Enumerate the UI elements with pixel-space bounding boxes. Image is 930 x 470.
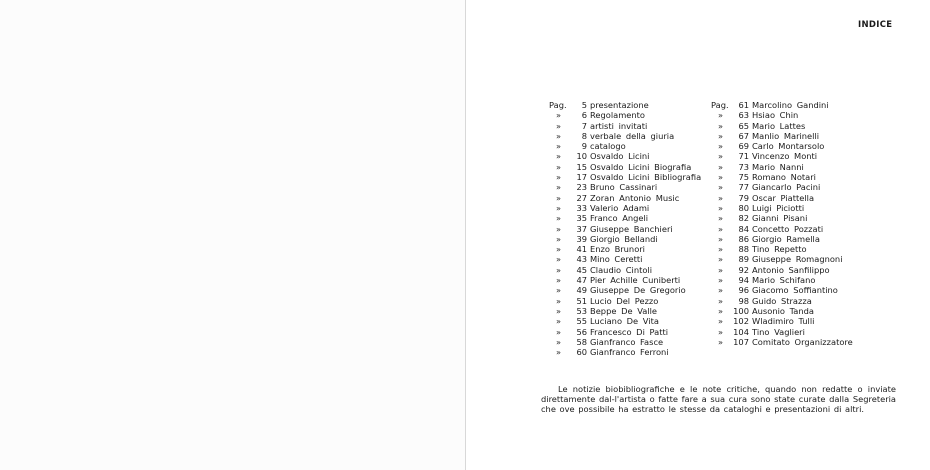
toc-entry-page: 43 [576, 254, 587, 265]
toc-entry-title: Oscar Piattella [752, 192, 815, 203]
toc-left-column [549, 100, 701, 357]
toc-entry-page: 69 [738, 141, 749, 152]
toc-entry-page: 104 [733, 326, 749, 337]
toc-entry-lead: » [556, 161, 562, 172]
toc-entry-title: Zoran Antonio Music [590, 192, 680, 203]
toc-entry [549, 213, 701, 223]
toc-entry-title: Wladimiro Tulli [752, 316, 815, 327]
toc-entry-page: 63 [738, 110, 749, 121]
toc-entry-page: 67 [738, 130, 749, 141]
toc-entry-lead: » [718, 336, 724, 347]
toc-entry [711, 275, 853, 285]
toc-entry-page: 10 [576, 151, 587, 162]
toc-entry-lead: » [556, 244, 562, 255]
toc-entry-title: Osvaldo Licini Bibliografia [590, 172, 702, 183]
toc-entry-title: Antonio Sanfilippo [752, 264, 830, 275]
toc-entry [711, 100, 853, 110]
toc-entry-page: 45 [576, 264, 587, 275]
toc-entry-lead: » [718, 182, 724, 193]
toc-entry-page: 37 [576, 223, 587, 234]
toc-entry-page: 79 [738, 192, 749, 203]
toc-entry-title: catalogo [590, 141, 626, 152]
toc-entry-page: 41 [576, 244, 587, 255]
toc-entry-title: Hsiao Chin [752, 110, 799, 121]
toc-entry [711, 327, 853, 337]
toc-entry-page: 23 [576, 182, 587, 193]
toc-entry-title: Mario Nanni [752, 161, 804, 172]
toc-entry [549, 306, 701, 316]
toc-entry [549, 182, 701, 192]
toc-entry-lead: » [556, 202, 562, 213]
toc-entry-lead: » [718, 223, 724, 234]
toc-entry-title: Guido Strazza [752, 295, 812, 306]
toc-entry [711, 110, 853, 120]
toc-entry [549, 110, 701, 120]
toc-entry-lead: » [556, 182, 562, 193]
toc-entry [549, 131, 701, 141]
toc-entry [711, 151, 853, 161]
toc-entry-lead: » [556, 213, 562, 224]
toc-entry [549, 244, 701, 254]
toc-entry-title: presentazione [590, 100, 649, 110]
toc-entry-lead: Pag. [549, 100, 567, 110]
toc-entry-title: Carlo Montarsolo [752, 141, 825, 152]
toc-entry-lead: » [718, 244, 724, 255]
toc-entry-title: Mario Schifano [752, 275, 816, 286]
toc-entry-page: 7 [581, 120, 587, 131]
toc-entry [549, 296, 701, 306]
toc-entry-title: Beppe De Valle [590, 305, 658, 316]
toc-entry-lead: » [556, 172, 562, 183]
toc-entry-lead: » [718, 120, 724, 131]
toc-entry-title: Bruno Cassinari [590, 182, 658, 193]
toc-entry-lead: » [718, 316, 724, 327]
toc-entry-title: Gianfranco Fasce [590, 336, 664, 347]
toc-entry-page: 55 [576, 316, 587, 327]
toc-entry-title: Concetto Pozzati [752, 223, 824, 234]
toc-entry-page: 92 [738, 264, 749, 275]
editorial-note: Le notizie biobibliografiche e le note critiche, quando non redatte o inviate direttamente dal-l'artista o fatte fare a sua cura sono state curate dalla Segreteria che ove possibile ha estratto le stesse da cataloghi e presentazioni di altri. [541, 384, 896, 415]
toc-entry-page: 98 [738, 295, 749, 306]
toc-entry-title: Mino Ceretti [590, 254, 643, 265]
toc-entry-lead: » [718, 326, 724, 337]
toc-entry [549, 275, 701, 285]
toc-entry-lead: » [718, 192, 724, 203]
toc-entry-lead: » [718, 130, 724, 141]
toc-entry [549, 121, 701, 131]
toc-entry-page: 102 [733, 316, 749, 327]
toc-entry-lead: » [556, 305, 562, 316]
toc-entry-lead: » [718, 264, 724, 275]
toc-entry-page: 84 [738, 223, 749, 234]
toc-entry-title: verbale della giuria [590, 130, 675, 141]
toc-entry [549, 151, 701, 161]
toc-entry-page: 60 [576, 347, 587, 358]
toc-entry-lead: » [556, 120, 562, 131]
toc-entry-title: Regolamento [590, 110, 646, 121]
toc-entry [549, 285, 701, 295]
toc-entry-page: 80 [738, 202, 749, 213]
toc-entry-page: 88 [738, 244, 749, 255]
page-heading: INDICE [858, 20, 893, 30]
toc-entry [549, 234, 701, 244]
toc-entry-lead: » [718, 213, 724, 224]
toc-entry-page: 39 [576, 233, 587, 244]
toc-entry [711, 203, 853, 213]
toc-entry-lead: » [718, 172, 724, 183]
toc-entry-title: Gianfranco Ferroni [590, 347, 669, 358]
toc-entry-title: Mario Lattes [752, 120, 806, 131]
toc-entry-page: 9 [581, 141, 587, 152]
toc-entry-title: Giorgio Ramella [752, 233, 820, 244]
toc-entry [711, 244, 853, 254]
toc-entry-title: Osvaldo Licini Biografia [590, 161, 692, 172]
toc-entry [711, 254, 853, 264]
toc-entry-lead: » [556, 264, 562, 275]
toc-entry [711, 182, 853, 192]
toc-entry-page: 77 [738, 182, 749, 193]
toc-entry-lead: » [556, 233, 562, 244]
toc-entry-page: 15 [576, 161, 587, 172]
toc-entry-page: 73 [738, 161, 749, 172]
toc-entry-lead: » [718, 151, 724, 162]
toc-entry [711, 141, 853, 151]
toc-entry-lead: » [556, 254, 562, 265]
toc-entry-lead: » [556, 110, 562, 121]
toc-entry-title: Giuseppe De Gregorio [590, 285, 686, 296]
toc-entry [549, 172, 701, 182]
toc-entry-lead: » [556, 336, 562, 347]
toc-entry-title: Luciano De Vita [590, 316, 659, 327]
toc-entry [711, 337, 853, 347]
toc-entry [711, 162, 853, 172]
toc-entry-lead: » [718, 141, 724, 152]
toc-entry-lead: » [556, 141, 562, 152]
toc-entry-title: Claudio Cintoli [590, 264, 653, 275]
toc-entry-page: 75 [738, 172, 749, 183]
toc-entry-lead: » [556, 347, 562, 358]
toc-entry-title: Ausonio Tanda [752, 305, 814, 316]
toc-entry-page: 47 [576, 275, 587, 286]
toc-entry [549, 347, 701, 357]
toc-entry-lead: » [556, 326, 562, 337]
toc-entry-lead: » [556, 316, 562, 327]
toc-entry-title: Enzo Brunori [590, 244, 645, 255]
toc-entry-title: Comitato Organizzatore [752, 336, 853, 347]
toc-entry-lead: » [718, 254, 724, 265]
toc-entry-page: 35 [576, 213, 587, 224]
toc-entry-title: Manlio Marinelli [752, 130, 820, 141]
toc-entry [711, 234, 853, 244]
toc-entry-page: 6 [581, 110, 587, 121]
toc-entry-lead: » [718, 275, 724, 286]
toc-entry-title: Pier Achille Cuniberti [590, 275, 681, 286]
toc-entry-page: 82 [738, 213, 749, 224]
toc-entry-page: 53 [576, 305, 587, 316]
toc-entry-lead: » [556, 130, 562, 141]
toc-entry-lead: » [718, 110, 724, 121]
toc-entry [549, 224, 701, 234]
toc-entry-page: 51 [576, 295, 587, 306]
toc-entry [711, 224, 853, 234]
toc-entry-title: Luigi Piciotti [752, 202, 805, 213]
toc-entry [549, 265, 701, 275]
toc-entry [549, 100, 701, 110]
toc-entry-lead: » [718, 295, 724, 306]
toc-entry-page: 5 [581, 100, 587, 110]
toc-entry-title: Vincenzo Monti [752, 151, 818, 162]
toc-entry [711, 296, 853, 306]
toc-entry-title: artisti invitati [590, 120, 648, 131]
toc-entry-title: Valerio Adami [590, 202, 650, 213]
toc-entry-page: 61 [738, 100, 749, 110]
toc-entry-lead: » [556, 275, 562, 286]
toc-entry [711, 265, 853, 275]
toc-entry-lead: » [556, 192, 562, 203]
toc-entry [549, 162, 701, 172]
toc-entry-title: Tino Repetto [752, 244, 807, 255]
toc-entry [711, 193, 853, 203]
toc-entry [711, 213, 853, 223]
toc-entry [711, 285, 853, 295]
toc-entry [549, 203, 701, 213]
toc-entry [549, 193, 701, 203]
toc-entry-title: Marcolino Gandini [752, 100, 829, 110]
toc-entry-page: 27 [576, 192, 587, 203]
toc-entry-page: 8 [581, 130, 587, 141]
toc-entry-lead: » [556, 295, 562, 306]
toc-entry [549, 316, 701, 326]
toc-entry-title: Giorgio Bellandi [590, 233, 658, 244]
toc-entry-page: 86 [738, 233, 749, 244]
toc-entry-lead: » [556, 151, 562, 162]
toc-entry-lead: Pag. [711, 100, 729, 110]
toc-entry-lead: » [556, 285, 562, 296]
toc-entry-page: 33 [576, 202, 587, 213]
toc-entry-page: 49 [576, 285, 587, 296]
toc-entry-lead: » [718, 285, 724, 296]
toc-entry-title: Gianni Pisani [752, 213, 808, 224]
toc-entry-title: Lucio Del Pezzo [590, 295, 659, 306]
toc-entry-page: 89 [738, 254, 749, 265]
toc-entry-page: 58 [576, 336, 587, 347]
toc-entry-lead: » [556, 223, 562, 234]
toc-entry [549, 141, 701, 151]
toc-entry [549, 327, 701, 337]
toc-entry [711, 121, 853, 131]
toc-right-column [711, 100, 853, 347]
toc-entry [711, 131, 853, 141]
toc-entry [549, 254, 701, 264]
toc-entry-page: 107 [733, 336, 749, 347]
toc-entry-title: Franco Angeli [590, 213, 649, 224]
toc-entry-page: 65 [738, 120, 749, 131]
toc-entry-title: Giacomo Soffiantino [752, 285, 838, 296]
toc-entry-page: 17 [576, 172, 587, 183]
toc-entry-lead: » [718, 233, 724, 244]
toc-entry [711, 172, 853, 182]
toc-entry-page: 71 [738, 151, 749, 162]
toc-entry-page: 56 [576, 326, 587, 337]
toc-entry [711, 306, 853, 316]
toc-entry-page: 100 [733, 305, 749, 316]
toc-entry-title: Giuseppe Banchieri [590, 223, 673, 234]
toc-entry-title: Osvaldo Licini [590, 151, 650, 162]
toc-entry-title: Francesco Di Patti [590, 326, 669, 337]
toc-entry [711, 316, 853, 326]
toc-entry-title: Tino Vaglieri [752, 326, 805, 337]
toc-entry-page: 96 [738, 285, 749, 296]
toc-entry-lead: » [718, 305, 724, 316]
toc-entry-lead: » [718, 202, 724, 213]
toc-entry-title: Giancarlo Pacini [752, 182, 821, 193]
toc-entry [549, 337, 701, 347]
toc-entry-title: Giuseppe Romagnoni [752, 254, 843, 265]
toc-entry-title: Romano Notari [752, 172, 816, 183]
toc-entry-page: 94 [738, 275, 749, 286]
toc-entry-lead: » [718, 161, 724, 172]
